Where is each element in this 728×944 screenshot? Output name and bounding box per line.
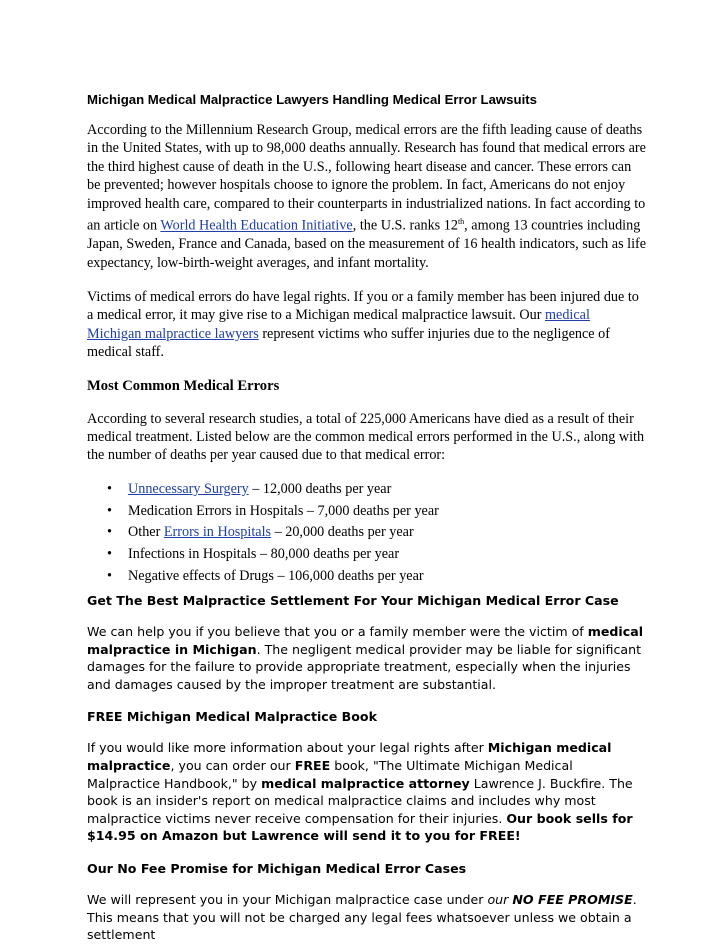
bullet-icon: • [107, 567, 112, 584]
section-heading-no-fee: Our No Fee Promise for Michigan Medical Error Cases [87, 860, 467, 876]
no-fee-paragraph: We will represent you in your Michigan malpractice case under our NO FEE PROMISE. This means that you will not be charged any legal fees whatsoever unless we obtain a settlement [87, 891, 637, 943]
unnecessary-surgery-link[interactable]: Unnecessary Surgery [128, 480, 249, 497]
medical-errors-list [87, 480, 647, 585]
page-title: Michigan Medical Malpractice Lawyers Handling Medical Error Lawsuits [87, 92, 537, 107]
list-item: • Medication Errors in Hospitals – 7,000 deaths per year [107, 502, 439, 519]
section-heading-free-book: FREE Michigan Medical Malpractice Book [87, 709, 377, 725]
bullet-icon: • [107, 545, 112, 562]
section-heading-settlement: Get The Best Malpractice Settlement For Your Michigan Medical Error Case [87, 593, 619, 609]
ordinal-suffix: th [457, 217, 465, 227]
free-book-paragraph: If you would like more information about your legal rights after Michigan medical malpractice, you can order our FREE book, "The Ultimate Michigan Medical Malpractice Handbook," by medical malpractice attorney Lawrence J. Buckfire. The book is an insider's report on medical malpractice claims and includes why most malpractice victims never receive compensation for their injuries. Our book sells for $14.95 on Amazon but Lawrence will send it to you for FREE! [87, 740, 633, 844]
bullet-icon: • [107, 480, 112, 497]
list-item: • Infections in Hospitals – 80,000 deaths per year [107, 545, 400, 562]
errors-in-hospitals-link[interactable]: Errors in Hospitals [163, 524, 272, 541]
bullet-icon: • [107, 524, 112, 541]
intro-paragraph: According to the Millennium Research Group, medical errors are the fifth leading cause of deaths in the United States, with up to 98,000 deaths annually. Research has found that medical errors are the third highest cause of death in the U.S., following heart disease and cancer. These errors can be prevented; however hospitals choose to ignore the problem. In fact, Americans do not enjoy improved health care, compared to their counterparts in industrialized nations. In fact according to an article on World Health Education Initiative, the U.S. ranks 12th, among 13 countries including Japan, Sweden, France and Canada, based on the measurement of 16 health indicators, such as life expectancy, low-birth-weight averages, and infant mortality. [87, 122, 647, 271]
list-item: • Negative effects of Drugs – 106,000 deaths per year [107, 567, 424, 584]
settlement-paragraph: We can help you if you believe that you or a family member were the victim of medical malpractice in Michigan. The negligent medical provider may be liable for significant damages for the failure to provide appropriate treatment, especially when the injuries and damages caused by the improper treatment are substantial. [87, 624, 644, 692]
common-errors-intro: According to several research studies, a total of 225,000 Americans have died as a result of their medical treatment. Listed below are the common medical errors performed in the U.S., along with the number of deaths per year caused due to that medical error: [87, 410, 645, 464]
list-item: • Other Errors in Hospitals – 20,000 deaths per year [107, 524, 414, 541]
section-heading-common-errors: Most Common Medical Errors [87, 377, 280, 394]
medical-michigan-malpractice-lawyers-link[interactable]: medical Michigan malpractice lawyers [87, 307, 590, 342]
bullet-icon: • [107, 502, 112, 519]
legal-rights-paragraph: Victims of medical errors do have legal rights. If you or a family member has been injured due to a medical error, it may give rise to a Michigan medical malpractice lawsuit. Our medical Michigan malpractice lawyers represent victims who suffer injuries due to the negligence of medical staff. [87, 288, 639, 361]
list-item: • Unnecessary Surgery – 12,000 deaths per year [107, 480, 392, 497]
world-health-education-initiative-link[interactable]: World Health Education Initiative [160, 217, 353, 234]
document-page [87, 92, 647, 944]
